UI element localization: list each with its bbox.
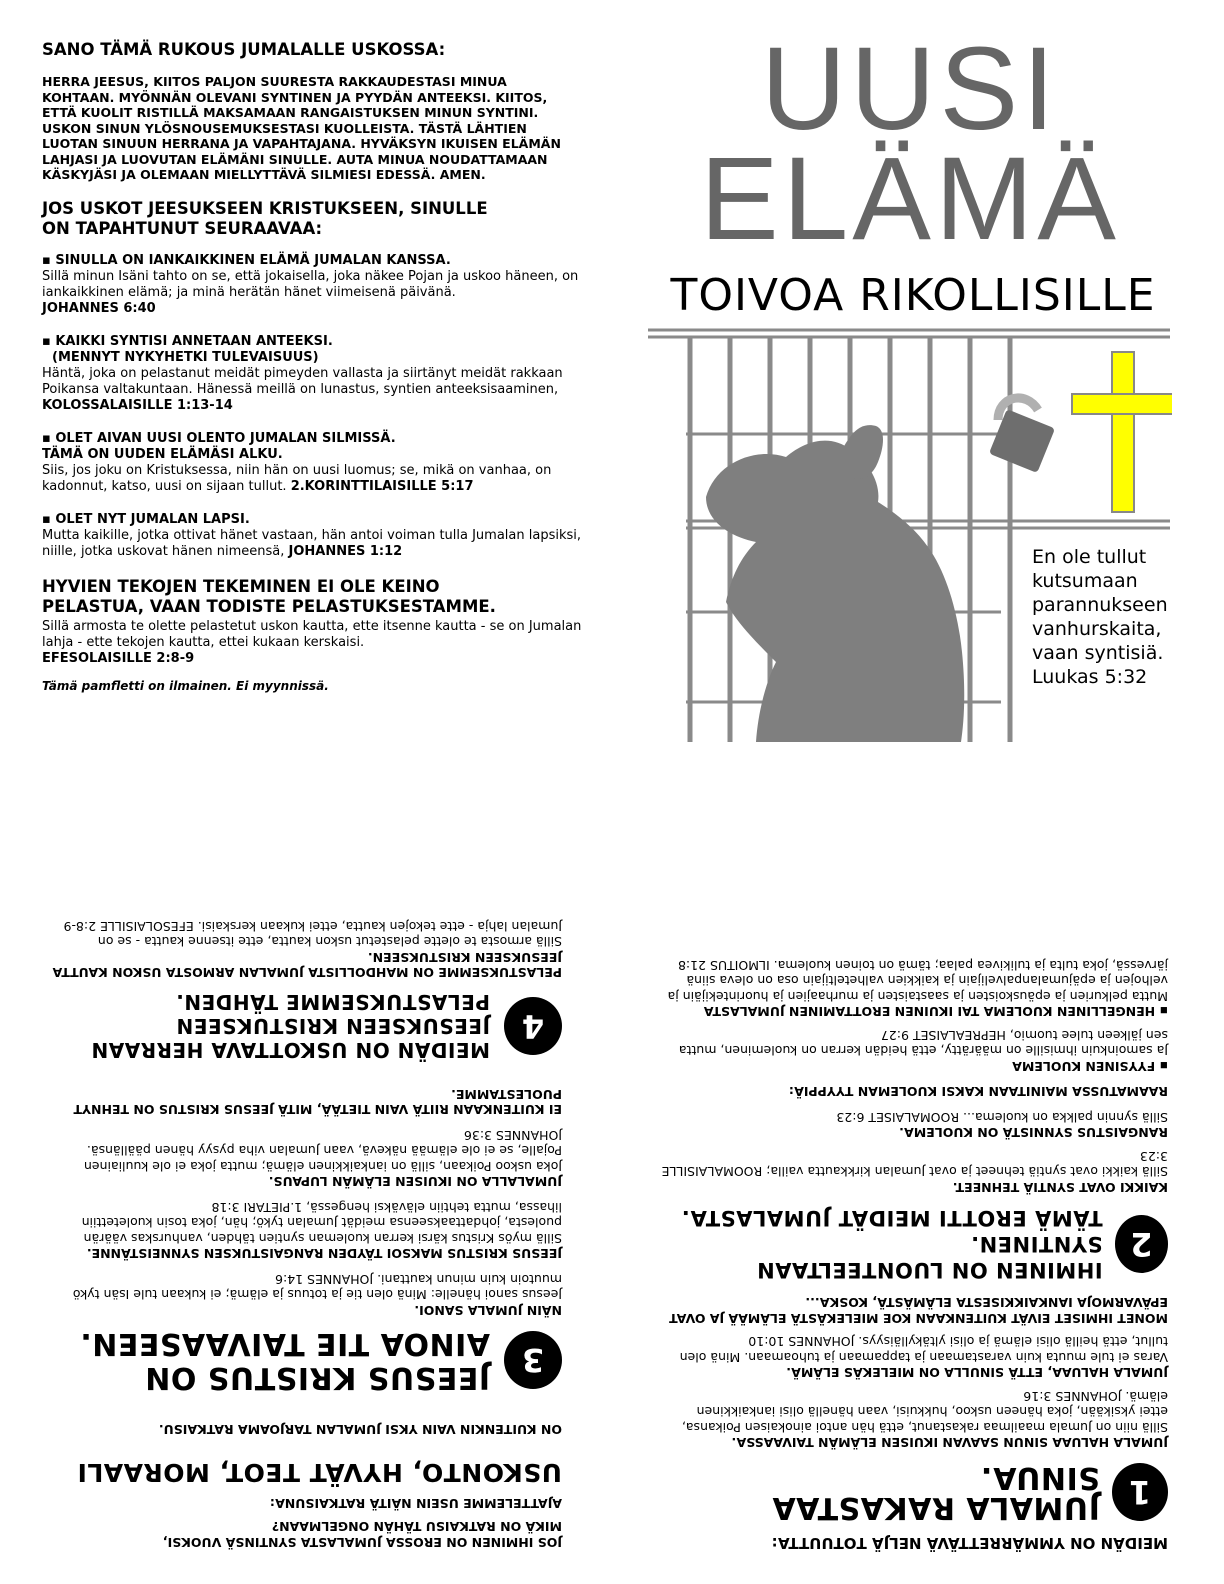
works-ref: EFESOLAISILLE 2:8-9 — [42, 650, 195, 666]
point-caption: RAAMATUSSA MAINITAAN KAKSI KUOLEMAN TYYPPIÄ: — [788, 1084, 1168, 1100]
prisoner-silhouette — [706, 441, 964, 742]
intro-line: AJATTELEMME USEIN NÄITÄ RATKAISUNA: — [269, 1496, 562, 1511]
item-ref: JOHANNES 1:12 — [288, 543, 403, 559]
point-caption: ▪ FYYSINEN KUOLEMA — [1012, 1059, 1168, 1074]
verse-line: Luukas 5:32 — [1032, 666, 1148, 688]
item-title: ▪ OLET NYT JUMALAN LAPSI. — [42, 511, 250, 527]
believe-heading — [42, 199, 582, 239]
point-caption: RANGAISTUS SYNNISTÄ ON KUOLEMA. — [899, 1125, 1168, 1141]
point-text: Varas ei tule muuta kuin varastamaan ja tappamaan ja tuhoamaan. Minä olen tullut, että heillä olisi elämä ja olisi yltäkylläisyys. JOHANNES 10:10 — [679, 1334, 1168, 1365]
cross-icon — [1072, 352, 1172, 512]
point-title-line: IHMINEN ON LUONTEELTAAN SYNTINEN. — [756, 1232, 1103, 1282]
point-3-title — [80, 1326, 490, 1394]
point-title-line: MEIDÄN ON USKOTTAVA HERRAAN — [90, 1038, 490, 1063]
point-title-line: TÄMÄ EROTTI MEIDÄT JUMALASTA. — [681, 1206, 1103, 1230]
item-body-text: Siis, jos joku on Kristuksessa, niin hän on uusi luomus; se, mikä on vanhaa, on kadonnut, katso, uusi on sijaan tullut. — [42, 462, 552, 494]
list-item — [42, 512, 582, 560]
point-text: Jeesus sanoi hänelle: Minä olen tie ja totuus ja elämä; ei kukaan tule Isän tykö muutoin kuin minun kauttani. JOHANNES 14:6 — [72, 1272, 562, 1303]
cover-title-line-1: UUSI — [761, 23, 1059, 155]
point-caption: KAIKKI OVAT SYNTIÄ TEHNEET. — [952, 1180, 1168, 1195]
item-title: ▪ KAIKKI SYNTISI ANNETAAN ANTEEKSI. — [42, 333, 333, 349]
point-text: Joka uskoo Poikaan, sillä on iankaikkinen elämä; mutta joka ei ole kuuliainen Pojalle, se ei ole elämää näkevä, vaan Jumalan viha pysyy hänen päällänsä. JOHANNES 3:36 — [83, 1128, 562, 1174]
point-title-line: JEESUS KRISTUS ON — [144, 1360, 490, 1395]
bottom-left-content — [40, 919, 570, 1551]
point-caption: NÄIN JUMALA SANOI. — [414, 1303, 562, 1318]
believe-heading-line-1: JOS USKOT JEESUKSEEN KRISTUKSEEN, SINULLE — [42, 198, 488, 218]
verse-line: En ole tullut — [1032, 546, 1147, 568]
point-text: Sillä kaikki ovat syntiä tehneet ja ovat Jumalan kirkkautta vailla; ROOMALAISILLE 3:23 — [661, 1149, 1168, 1180]
padlock-icon — [989, 398, 1055, 473]
point-text: Sillä synnin palkka on kuolema... ROOMALAISET 6:23 — [836, 1110, 1168, 1125]
item-body-text: Sillä minun Isäni tahto on se, että jokaisella, joka näkee Pojan ja uskoo häneen, on iankaikkinen elämä; ja minä herätän hänet viimeisenä päivänä. — [42, 268, 579, 300]
works-heading-line-2: PELASTUA, VAAN TODISTE PELASTUKSESTAMME. — [42, 596, 496, 616]
point-caption: ▪ HENGELLINEN KUOLEMA TAI IKUINEN EROTTAMINEN JUMALASTA — [703, 1004, 1168, 1020]
point-1-title: JUMALA RAKASTAA SINUA. — [771, 1460, 1100, 1526]
cover-verse — [1032, 545, 1212, 689]
point-1-header — [656, 1460, 1168, 1526]
point-4-title — [91, 991, 490, 1063]
bottom-right-panel — [652, 830, 1172, 1550]
verse-line: parannukseen — [1032, 594, 1168, 616]
point-number-badge: 1 — [1112, 1464, 1168, 1522]
point-number-badge: 3 — [504, 1331, 562, 1389]
point-title-line: PELASTUKSEMME TÄHDEN. — [175, 990, 490, 1015]
point-text: Ja samoinkuin ihmisille on määrätty, että heidän kerran on kuoleminen, mutta sen jälkeen tulee tuomio, HEPREALAISET 9:27 — [678, 1028, 1168, 1059]
point-text: Sillä myös Kristus kärsi kerran kuoleman syntien tähden, vanhurskas väärän puolesta, johdattaakseensa meidät Jumalan tykö; hän, joka tosin kuoletettiin lihassa, mutta tehtiin eläväksi hengessä, 1.PIETARI 3:18 — [81, 1200, 562, 1246]
item-body — [42, 463, 582, 495]
verse-line: vaan syntisiä. — [1032, 642, 1164, 664]
cover-subtitle: TOIVOA RIKOLLISILLE — [670, 270, 1156, 321]
item-body — [42, 366, 582, 414]
works-body — [42, 619, 582, 667]
point-caption: JEESUS KRISTUS MAKSOI TÄYDEN RANGAISTUKSEN SYNNEISTÄNNE. — [86, 1246, 562, 1262]
point-caption: JUMALA HALUAA, ETTÄ SINULLA ON MIELEKÄS ELÄMÄ. — [786, 1365, 1168, 1381]
point-caption: JUMALA HALUAA SINUN SAAVAN IKUISEN ELÄMÄN TAIVAASSA. — [731, 1435, 1168, 1451]
item-title: ▪ SINULLA ON IANKAIKKINEN ELÄMÄ JUMALAN KANSSA. — [42, 252, 451, 268]
cover-title-line-2: ELÄMÄ — [699, 133, 1121, 265]
point-number-badge: 4 — [504, 998, 562, 1056]
point-caption: PELASTUKSEMME ON MAHDOLLISTA JUMALAN ARMOSTA USKON KAUTTA JEESUKSEEN KRISTUKSEEN. — [52, 950, 562, 981]
intro-line: JOS IHMINEN ON EROSSA JUMALASTA SYNTINSÄ VUOKSI, — [162, 1535, 562, 1550]
item-subtitle: (MENNYT NYKYHETKI TULEVAISUUS) — [52, 349, 319, 365]
intro-line: MEIDÄN ON YMMÄRRETTÄVÄ NELJÄ TOTUUTTA: — [771, 1534, 1168, 1552]
point-caption: MONET IHMISET EIVÄT KUITENKAAN KOE MIELEKÄSTÄ ELÄMÄÄ JA OVAT EPÄVARMOJA IANKAIKKISESTA ELÄMÄSTÄ, KOSKA... — [669, 1295, 1168, 1326]
point-text: Sillä niin on Jumala maailmaa rakastanut, että hän antoi ainokaisen Poikansa, ettei yksikään, joka häneen uskoo, hukkuisi, vaan hänellä olisi iankaikkinen elämä. JOHANNES 3:16 — [681, 1389, 1168, 1435]
point-title-line: AINOA TIE TAIVAASEEN. — [79, 1326, 490, 1361]
point-3-header — [48, 1326, 562, 1394]
prayer-text: HERRA JEESUS, KIITOS PALJON SUURESTA RAKKAUDESTASI MINUA KOHTAAN. MYÖNNÄN OLEVANI SYNTINEN JA PYYDÄN ANTEEKSI. KIITOS, ETTÄ KUOLIT RISTILLÄ MAKSAMAAN RANGAISTUKSEN MINUN SYNTINI. USKON SINUN YLÖSNOUSEMUKSESTASI KUOLLEISTA. TÄSTÄ LÄHTIEN LUOTAN SINUUN HERRANA JA VAPAHTAJANA. HYVÄKSYN IKUISEN ELÄMÄN LAHJASI JA LUOVUTAN ELÄMÄNI SINULLE. AUTA MINUA NOUDATTAMAAN KÄSKYJÄSI JA OLEMAAN MIELLYTTÄVÄ SILMIESI EDESSÄ. AMEN. — [42, 74, 561, 182]
item-body — [42, 528, 582, 560]
big-heading: USKONTO, HYVÄT TEOT, MORAALI — [77, 1458, 562, 1488]
believe-heading-line-2: ON TAPAHTUNUT SEURAAVAA: — [42, 218, 323, 238]
point-text: Mutta pelkurien ja epäuskoisten ja saastaisten ja murhaajien ja huorintekijäin ja velhojen ja epäjumalanpalvelijain ja kaikkien valheteltijain osa on oleva siinä järvessä, joka tulta ja tulikivea palaa; tämä on toinen kuolema. ILMOITUS 21:8 — [667, 958, 1168, 1004]
item-body — [42, 269, 582, 317]
only-one-line: ON KUITENKIN VAIN YKSI JUMALAN TARJOAMA RATKAISU. — [158, 1422, 562, 1438]
point-caption: EI KUITENKAAN RIITÄ VAIN TIETÄÄ, MITÄ JEESUS KRISTUS ON TEHNYT PUOLESTAMME. — [73, 1087, 562, 1118]
free-note: Tämä pamfletti on ilmainen. Ei myynnissä. — [42, 678, 329, 693]
works-heading — [42, 577, 582, 617]
item-ref: JOHANNES 6:40 — [42, 300, 156, 316]
point-caption: JUMALALLA ON IKUISEN ELÄMÄN LUPAUS. — [268, 1174, 562, 1190]
prayer-heading: SANO TÄMÄ RUKOUS JUMALALLE USKOSSA: — [42, 40, 446, 59]
list-item — [42, 253, 582, 317]
intro-line: MIKÄ ON RATKAISU TÄHÄN ONGELMAAN? — [271, 1519, 562, 1535]
item-ref: KOLOSSALAISILLE 1:13-14 — [42, 397, 233, 413]
item-body-text: Mutta kaikille, jotka ottivat hänet vastaan, hän antoi voiman tulla Jumalan lapsiksi, niille, jotka uskovat hänen nimeensä, — [42, 527, 582, 559]
list-item — [42, 431, 582, 495]
works-heading-line-1: HYVIEN TEKOJEN TEKEMINEN EI OLE KEINO — [42, 576, 440, 596]
point-number-badge: 2 — [1115, 1215, 1168, 1273]
list-item — [42, 334, 582, 414]
item-ref: 2.KORINTTILAISILLE 5:17 — [290, 478, 474, 494]
point-text: Sillä armosta te olette pelastetut uskon kautta, ette itsenne kautta - se on Jumalan lahja - ette tekojen kautta, ettei kukaan kerskaisi. EFESOLAISILLE 2:8-9 — [63, 919, 562, 950]
bottom-left-panel — [40, 820, 570, 1550]
point-4-header — [48, 991, 562, 1063]
point-title-line: JEESUKSEEN KRISTUKSEEN — [176, 1014, 490, 1039]
inside-panel — [42, 40, 582, 693]
bottom-right-content — [652, 958, 1172, 1551]
point-2-header — [656, 1205, 1168, 1283]
item-title: ▪ OLET AIVAN UUSI OLENTO JUMALAN SILMISSÄ. — [42, 430, 396, 446]
verse-line: kutsumaan — [1032, 570, 1138, 592]
item-subtitle: TÄMÄ ON UUDEN ELÄMÄSI ALKU. — [42, 446, 283, 462]
works-body-text: Sillä armosta te olette pelastetut uskon kautta, ette itsenne kautta - se on Jumalan lahja - ette tekojen kautta, ettei kukaan kerskaisi. — [42, 618, 582, 650]
item-body-text: Häntä, joka on pelastanut meidät pimeyden vallasta ja siirtänyt meidät rakkaan Poikansa valtakuntaan. Hänessä meillä on lunastus, syntien anteeksisaaminen, — [42, 365, 563, 397]
verse-line: vanhurskaita, — [1032, 618, 1162, 640]
point-2-title — [656, 1205, 1103, 1283]
